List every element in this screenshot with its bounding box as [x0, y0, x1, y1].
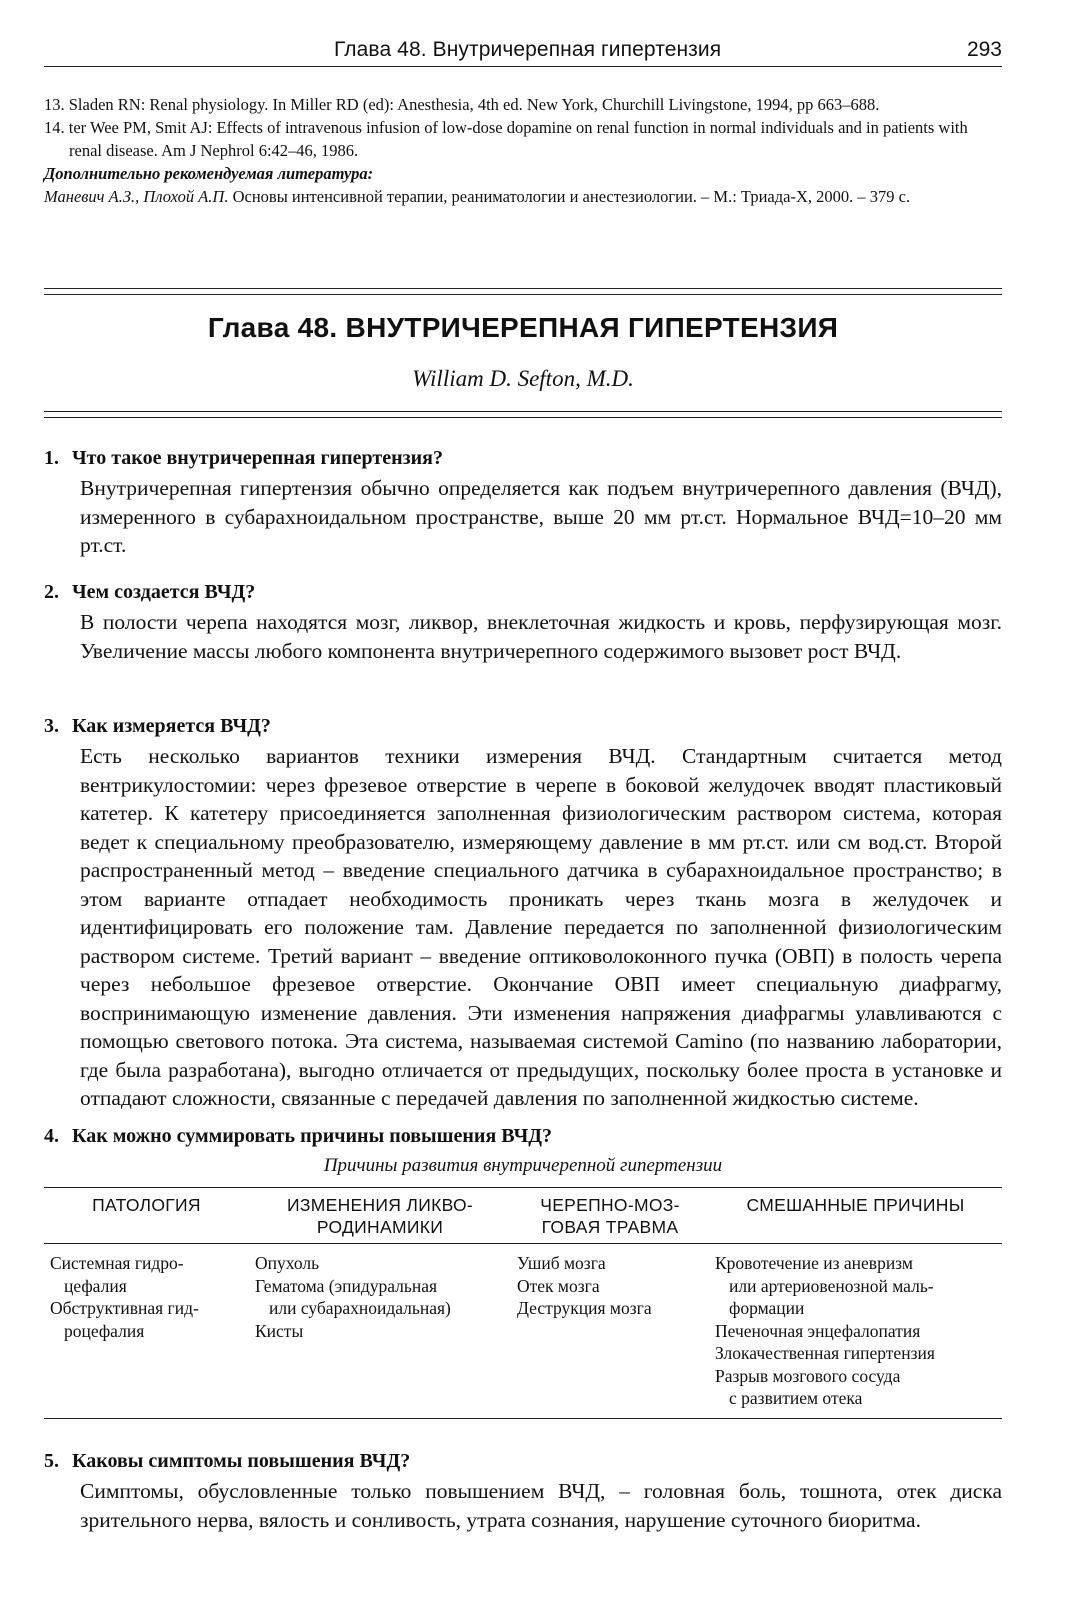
- question-text: Что такое внутричерепная гипертензия?: [72, 447, 443, 469]
- table-cell: Ушиб мозга Отек мозга Деструкция мозга: [511, 1244, 709, 1419]
- question-block: [44, 1122, 1002, 1150]
- further-reading-title: Дополнительно рекомендуемая литература:: [44, 164, 374, 183]
- page-number: 293: [966, 38, 1002, 61]
- column-header: ПАТОЛОГИЯ: [44, 1188, 249, 1244]
- chapter-bottom-rule: [44, 411, 1002, 418]
- question-number: 5.: [44, 1450, 59, 1472]
- column-header: ИЗМЕНЕНИЯ ЛИКВО- РОДИНАМИКИ: [249, 1188, 511, 1244]
- question-block: [44, 712, 1002, 1113]
- question-text: Каковы симптомы повышения ВЧД?: [72, 1450, 411, 1472]
- answer-text: В полости черепа находятся мозг, ликвор, внеклеточная жидкость и кровь, перфузирующая мозг. Увеличение массы любого компонента внутричерепного содержимого вызовет рост ВЧД.: [80, 610, 1002, 663]
- question-title: [44, 444, 1002, 472]
- question-number: 2.: [44, 581, 59, 603]
- causes-table: [44, 1187, 1002, 1419]
- table-caption: Причины развития внутричерепной гипертензии: [323, 1155, 723, 1176]
- question-text: Как можно суммировать причины повышения ВЧД?: [72, 1125, 553, 1147]
- question-number: 4.: [44, 1125, 59, 1147]
- question-title: [44, 1447, 1002, 1475]
- question-text: Как измеряется ВЧД?: [72, 715, 271, 737]
- question-title: [44, 712, 1002, 740]
- chapter-top-rule: [44, 288, 1002, 295]
- further-reading-authors: Маневич А.З., Плохой А.П.: [44, 187, 229, 206]
- references-section: [44, 93, 1002, 208]
- answer-text: Есть несколько вариантов техники измерения ВЧД. Стандартным считается метод вентрикулостомии: через фрезевое отверстие в черепе в боковой желудочек вводят пластиковый катетер. К катетеру присоединяется заполненная физиологическим раствором система, которая ведет к специальному преобразователю, измеряющему давление в мм рт.ст. или см вод.ст. Второй распространенный метод – введение специального датчика в субарахноидальное пространство; в этом варианте отпадает необходимость проникать через ткань мозга в желудочек и идентифицировать его положение там. Давление передается по заполненной физиологическим раствором системе. Третий вариант – введение оптиковолоконного пучка (ОВП) в полость черепа через небольшое фрезевое отверстие. Окончание ОВП имеет специальную диафрагму, воспринимающую изменение давления. Эти изменения напряжения диафрагмы улавливаются с помощью светового потока. Эта система, называемая системой Camino (по названию лаборатории, где была разработана), выгодно отличается от предыдущих, поскольку более проста в установке и отпадают сложности, связанные с передачей давления по заполненной жидкостью системе.: [80, 744, 1002, 1110]
- reference-item: 14. ter Wee PM, Smit AJ: Effects of intravenous infusion of low-dose dopamine on renal function in normal individuals and in patients with renal disease. Am J Nephrol 6:42–46, 1986.: [44, 118, 968, 160]
- table-cell: Системная гидро- цефалия Обструктивная гид- роцефалия: [44, 1244, 249, 1419]
- chapter-title: Глава 48. ВНУТРИЧЕРЕПНАЯ ГИПЕРТЕНЗИЯ: [207, 312, 839, 343]
- question-block: [44, 444, 1002, 560]
- question-number: 1.: [44, 447, 59, 469]
- answer-text: Внутричерепная гипертензия обычно определяется как подъем внутричерепного давления (ВЧД), измеренного в субарахноидальном пространстве, выше 20 мм рт.ст. Нормальное ВЧД=10–20 мм рт.ст.: [80, 476, 1002, 557]
- column-header: СМЕШАННЫЕ ПРИЧИНЫ: [709, 1188, 1002, 1244]
- further-reading-item: [44, 185, 1002, 208]
- question-number: 3.: [44, 715, 59, 737]
- running-title: Глава 48. Внутричерепная гипертензия: [334, 38, 722, 61]
- question-title: [44, 578, 1002, 606]
- table-row: [44, 1244, 1002, 1419]
- further-reading-text: Основы интенсивной терапии, реаниматологии и анестезиологии. – М.: Триада-Х, 2000. – 379 с.: [228, 187, 911, 206]
- running-header: [44, 34, 1002, 67]
- question-block: [44, 578, 1002, 665]
- question-title: [44, 1122, 1002, 1150]
- chapter-author: William D. Sefton, M.D.: [412, 366, 634, 391]
- table-cell: Опухоль Гематома (эпидуральная или субарахноидальная) Кисты: [249, 1244, 511, 1419]
- column-header: ЧЕРЕПНО-МОЗ- ГОВАЯ ТРАВМА: [511, 1188, 709, 1244]
- question-text: Чем создается ВЧД?: [72, 581, 256, 603]
- reference-item: 13. Sladen RN: Renal physiology. In Miller RD (ed): Anesthesia, 4th ed. New York, Churchill Livingstone, 1994, pp 663–688.: [44, 95, 880, 114]
- answer-text: Симптомы, обусловленные только повышением ВЧД, – головная боль, тошнота, отек диска зрительного нерва, вялость и сонливость, утрата сознания, нарушение суточного биоритма.: [80, 1479, 1002, 1532]
- table-cell: Кровотечение из аневризм или артериовенозной маль- формации Печеночная энцефалопатия Злокачественная гипертензия Разрыв мозгового сосуда с развитием отека: [709, 1244, 1002, 1419]
- table-header-row: [44, 1188, 1002, 1244]
- question-block: [44, 1447, 1002, 1534]
